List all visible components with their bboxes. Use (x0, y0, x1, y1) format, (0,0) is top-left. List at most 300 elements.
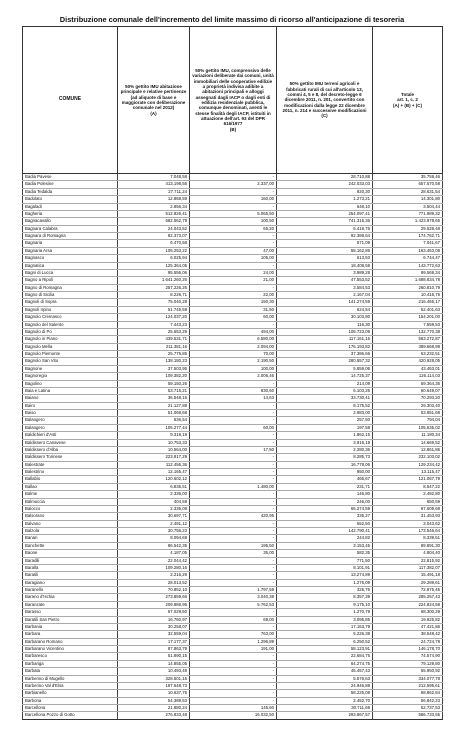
totale-cell: 143.772,63 (373, 262, 443, 269)
table-row (23, 351, 443, 358)
table-row (23, 387, 443, 394)
table-row (23, 306, 443, 313)
gettito-a-cell: 30.258,07 (118, 623, 190, 630)
gettito-b-cell: - (190, 675, 277, 682)
gettito-b-cell: - (190, 380, 277, 387)
gettito-b-cell: - (190, 476, 277, 483)
totale-cell: 15.491,18 (373, 572, 443, 579)
table-row (23, 328, 443, 335)
comune-cell: Bagnoregio (23, 373, 118, 380)
gettito-a-cell: 105.277,44 (118, 424, 190, 431)
table-row (23, 476, 443, 483)
gettito-a-cell: 2.491,12 (118, 520, 190, 527)
gettito-b-cell: 1.480,00 (190, 483, 277, 490)
comune-cell: Bagnoli di Sopra (23, 299, 118, 306)
gettito-b-cell: 5.065,50 (190, 210, 277, 217)
totale-cell: 285.257,43 (373, 594, 443, 601)
gettito-c-cell: 257,50 (277, 417, 373, 424)
gettito-c-cell: 30.103,80 (277, 314, 373, 321)
totale-cell: 74.574,90 (373, 653, 443, 660)
totale-cell: 586.733,55 (373, 712, 443, 719)
gettito-a-cell: 6.470,58 (118, 240, 190, 247)
table-row (23, 668, 443, 675)
comune-cell: Baranzate (23, 601, 118, 608)
gettito-c-cell: 624,54 (277, 306, 373, 313)
comune-cell: Barbaresco (23, 653, 118, 660)
gettito-a-cell: 10.637,76 (118, 690, 190, 697)
table-row (23, 601, 443, 608)
column-header-abitazione-principale: 50% gettito IMU abitazione principale e relative pertinenze (ad aliquote di base e maggiorate con deliberazione comunale nel 2012) (A) (118, 27, 190, 174)
comune-cell: Bagnara di Romagna (23, 233, 118, 240)
table-row (23, 520, 443, 527)
gettito-a-cell: 21.880,24 (118, 705, 190, 712)
totale-cell: 68.300,29 (373, 609, 443, 616)
totale-cell: 771.989,32 (373, 210, 443, 217)
totale-cell: 19.925,82 (373, 616, 443, 623)
comune-cell: Balocco (23, 505, 118, 512)
comune-cell: Ballao (23, 483, 118, 490)
comune-cell: Bagnaria (23, 240, 118, 247)
totale-cell: 10.415,75 (373, 292, 443, 299)
gettito-b-cell: 1.797,59 (190, 587, 277, 594)
gettito-c-cell: 231,71 (277, 483, 373, 490)
gettito-b-cell: 21,00 (190, 277, 277, 284)
gettito-a-cell: 125.364,05 (118, 262, 190, 269)
totale-cell: 89.891,30 (373, 542, 443, 549)
table-row (23, 336, 443, 343)
totale-cell: 28.631,54 (373, 188, 443, 195)
totale-cell: 55.950,92 (373, 668, 443, 675)
gettito-c-cell: 552,50 (277, 520, 373, 527)
comune-cell: Bagnoli Irpino (23, 306, 118, 313)
gettito-b-cell: - (190, 609, 277, 616)
gettito-a-cell: 138.180,23 (118, 358, 190, 365)
table-row (23, 653, 443, 660)
column-header-totale: Totale art. 1, c. 2 (A) + (B) + (C) (373, 27, 443, 174)
gettito-c-cell: 335,27 (277, 513, 373, 520)
gettito-c-cell: 293.867,57 (277, 712, 373, 719)
gettito-b-cell: 31,50 (190, 306, 277, 313)
gettito-c-cell: 5.419,76 (277, 225, 373, 232)
gettito-a-cell: 12.165,47 (118, 469, 190, 476)
gettito-c-cell: 2.452,70 (277, 697, 373, 704)
totale-cell: 52.737,53 (373, 705, 443, 712)
gettito-a-cell: 439.531,71 (118, 336, 190, 343)
gettito-a-cell: 257.226,26 (118, 284, 190, 291)
gettito-a-cell: 124.037,20 (118, 314, 190, 321)
gettito-b-cell: - (190, 321, 277, 328)
totale-cell: 420.928,05 (373, 358, 443, 365)
gettito-b-cell: 830,60 (190, 387, 277, 394)
gettito-a-cell: 14.855,05 (118, 660, 190, 667)
gettito-b-cell: - (190, 682, 277, 689)
comune-cell: Bagnolo di Po (23, 328, 118, 335)
totale-cell: 174.762,71 (373, 233, 443, 240)
totale-cell: 60.649,07 (373, 387, 443, 394)
comune-cell: Bagno a Ripoli (23, 277, 118, 284)
totale-cell: 232.103,02 (373, 454, 443, 461)
comune-cell: Badia Polesine (23, 181, 118, 188)
gettito-b-cell: 100,00 (190, 365, 277, 372)
comune-cell: Barcellona Pozzo di Gotto (23, 712, 118, 719)
table-row (23, 557, 443, 564)
comune-cell: Barbara (23, 631, 118, 638)
comune-cell: Bagnasco (23, 255, 118, 262)
gettito-a-cell: 51.068,68 (118, 410, 190, 417)
gettito-a-cell: 32.559,04 (118, 631, 190, 638)
gettito-b-cell: 195,50 (190, 542, 277, 549)
gettito-c-cell: 8.175,52 (277, 402, 373, 409)
gettito-c-cell: 214,09 (277, 380, 373, 387)
table-row (23, 446, 443, 453)
table-row (23, 528, 443, 535)
gettito-b-cell: - (190, 690, 277, 697)
totale-cell: 563.272,87 (373, 336, 443, 343)
gettito-c-cell: 6.250,52 (277, 638, 373, 645)
gettito-a-cell: 16.760,97 (118, 616, 190, 623)
gettito-a-cell: 120.602,12 (118, 476, 190, 483)
comune-cell: Baiso (23, 410, 118, 417)
gettito-c-cell: 5.226,38 (277, 631, 373, 638)
gettito-b-cell: 1.296,89 (190, 638, 277, 645)
gettito-c-cell: 8.357,39 (277, 594, 373, 601)
totale-cell: 68.862,84 (373, 690, 443, 697)
table-row (23, 513, 443, 520)
totale-cell: 13.115,47 (373, 469, 443, 476)
gettito-a-cell: 404,59 (118, 498, 190, 505)
gettito-c-cell: 17.163,79 (277, 623, 373, 630)
table-row (23, 498, 443, 505)
gettito-c-cell: 13.274,89 (277, 572, 373, 579)
totale-cell: 224.824,58 (373, 601, 443, 608)
gettito-c-cell: 613,53 (277, 255, 373, 262)
table-row (23, 181, 443, 188)
gettito-a-cell: 109.382,20 (118, 373, 190, 380)
comune-cell: Baralla (23, 564, 118, 571)
gettito-b-cell: 69,00 (190, 616, 277, 623)
table-row (23, 616, 443, 623)
totale-cell: 29.528,48 (373, 225, 443, 232)
gettito-b-cell: - (190, 432, 277, 439)
gettito-c-cell: 8.101,91 (277, 564, 373, 571)
gettito-c-cell: 465,67 (277, 476, 373, 483)
totale-cell: 24.724,78 (373, 638, 443, 645)
gettito-a-cell: 30.756,23 (118, 528, 190, 535)
gettito-a-cell: 9.318,19 (118, 432, 190, 439)
comune-cell: Barcellona (23, 705, 118, 712)
gettito-c-cell: 3.095,85 (277, 616, 373, 623)
table-row (23, 373, 443, 380)
comune-cell: Balsorano (23, 513, 118, 520)
totale-cell: 38.548,42 (373, 631, 443, 638)
gettito-b-cell: - (190, 535, 277, 542)
totale-cell: 3.504,44 (373, 203, 443, 210)
table-row (23, 638, 443, 645)
totale-cell: 35.759,46 (373, 174, 443, 181)
comune-cell: Baldissero Canavese (23, 439, 118, 446)
gettito-c-cell: 65.274,59 (277, 505, 373, 512)
comune-cell: Badia Tedalda (23, 188, 118, 195)
gettito-b-cell: - (190, 454, 277, 461)
gettito-c-cell: 571,09 (277, 240, 373, 247)
gettito-a-cell: 51.745,59 (118, 306, 190, 313)
comune-cell: Barano d'Ischia (23, 594, 118, 601)
gettito-b-cell: 150,30 (190, 299, 277, 306)
gettito-b-cell: 3.040,38 (190, 594, 277, 601)
gettito-b-cell: 420,95 (190, 513, 277, 520)
comune-cell: Barasso (23, 609, 118, 616)
gettito-c-cell: 37.386,66 (277, 351, 373, 358)
gettito-a-cell: 682.562,79 (118, 218, 190, 225)
table-row (23, 196, 443, 203)
comune-cell: Bagnolo in Piano (23, 336, 118, 343)
comune-cell: Bagno di Sicilia (23, 292, 118, 299)
gettito-a-cell: 7.443,23 (118, 321, 190, 328)
table-row (23, 609, 443, 616)
gettito-a-cell: 8.094,69 (118, 535, 190, 542)
gettito-b-cell: - (190, 188, 277, 195)
totale-cell: 53.951,68 (373, 410, 443, 417)
gettito-c-cell: 325,76 (277, 587, 373, 594)
gettito-c-cell: 2.280,36 (277, 446, 373, 453)
gettito-c-cell: 648,10 (277, 203, 373, 210)
gettito-a-cell: 82.373,07 (118, 233, 190, 240)
comune-cell: Balmuccia (23, 498, 118, 505)
table-row (23, 705, 443, 712)
totale-cell: 117.382,07 (373, 564, 443, 571)
table-row (23, 365, 443, 372)
table-row (23, 417, 443, 424)
gettito-c-cell: 18.408,58 (277, 262, 373, 269)
gettito-b-cell: 191,00 (190, 646, 277, 653)
gettito-a-cell: 8.226,71 (118, 292, 190, 299)
totale-cell: 260.810,79 (373, 284, 443, 291)
gettito-b-cell: 70,00 (190, 351, 277, 358)
totale-cell: 389.668,98 (373, 343, 443, 350)
gettito-a-cell: 17.177,37 (118, 638, 190, 645)
gettito-a-cell: 87.863,79 (118, 646, 190, 653)
comune-cell: Bagnacavallo (23, 218, 118, 225)
totale-cell: 132.770,38 (373, 328, 443, 335)
table-row (23, 454, 443, 461)
comune-cell: Bagnatica (23, 262, 118, 269)
table-row (23, 343, 443, 350)
totale-cell: 216.465,17 (373, 299, 443, 306)
table-row (23, 314, 443, 321)
gettito-c-cell: 246,00 (277, 498, 373, 505)
totale-cell: 794,04 (373, 417, 443, 424)
table-row (23, 690, 443, 697)
totale-cell: 105.535,02 (373, 424, 443, 431)
gettito-a-cell: 6.025,94 (118, 255, 190, 262)
gettito-b-cell: - (190, 498, 277, 505)
table-row (23, 240, 443, 247)
gettito-c-cell: 741.315,36 (277, 218, 373, 225)
table-row (23, 395, 443, 402)
gettito-b-cell: - (190, 469, 277, 476)
table-row (23, 299, 443, 306)
table-row (23, 697, 443, 704)
comune-cell: Bagnolo del Salento (23, 321, 118, 328)
table-row (23, 402, 443, 409)
gettito-a-cell: 36.548,16 (118, 395, 190, 402)
table-row (23, 675, 443, 682)
comune-cell: Baradili (23, 557, 118, 564)
gettito-a-cell: 223.817,29 (118, 454, 190, 461)
totale-cell: 8.339,51 (373, 535, 443, 542)
gettito-b-cell: 2.190,50 (190, 358, 277, 365)
totale-cell: 67.609,68 (373, 505, 443, 512)
gettito-c-cell: 92.389,64 (277, 233, 373, 240)
gettito-b-cell: 763,00 (190, 631, 277, 638)
comune-cell: Barbariga (23, 660, 118, 667)
gettito-b-cell: - (190, 557, 277, 564)
gettito-c-cell: 2.883,00 (277, 410, 373, 417)
gettito-b-cell: - (190, 520, 277, 527)
totale-cell: 334.077,78 (373, 675, 443, 682)
totale-cell: 146.178,70 (373, 646, 443, 653)
gettito-c-cell: 2.167,04 (277, 292, 373, 299)
comune-cell: Balangero (23, 424, 118, 431)
totale-cell: 99.569,34 (373, 269, 443, 276)
totale-cell: 12.861,86 (373, 446, 443, 453)
totale-cell: 56.842,23 (373, 697, 443, 704)
comune-cell: Badolato (23, 196, 118, 203)
gettito-a-cell: 95.556,06 (118, 269, 190, 276)
gettito-b-cell: - (190, 410, 277, 417)
comune-cell: Bagnaria Arsa (23, 247, 118, 254)
gettito-c-cell: 117.161,16 (277, 336, 373, 343)
table-row (23, 623, 443, 630)
table-row (23, 277, 443, 284)
totale-cell: 4.804,40 (373, 550, 443, 557)
totale-cell: 173.546,64 (373, 528, 443, 535)
comune-cell: Barberino Val d'Elsa (23, 682, 118, 689)
gettito-a-cell: 273.859,66 (118, 594, 190, 601)
gettito-c-cell: 106.723,09 (277, 328, 373, 335)
gettito-c-cell: 5.859,06 (277, 365, 373, 372)
gettito-a-cell: 105.253,22 (118, 247, 190, 254)
gettito-c-cell: 22.684,75 (277, 653, 373, 660)
table-row (23, 594, 443, 601)
gettito-c-cell: 45.457,43 (277, 668, 373, 675)
table-row (23, 712, 443, 719)
table-row (23, 188, 443, 195)
gettito-c-cell: 47.553,52 (277, 277, 373, 284)
gettito-b-cell: 24,00 (190, 269, 277, 276)
gettito-c-cell: 64.274,75 (277, 660, 373, 667)
comune-cell: Baratili (23, 572, 118, 579)
totale-cell: 63.232,51 (373, 351, 443, 358)
totale-cell: 14.301,80 (373, 196, 443, 203)
gettito-a-cell: 51.890,15 (118, 653, 190, 660)
table-body (23, 174, 443, 720)
gettito-b-cell: - (190, 417, 277, 424)
totale-cell: 650,59 (373, 498, 443, 505)
table-row (23, 535, 443, 542)
gettito-b-cell: 2.337,00 (190, 181, 277, 188)
gettito-b-cell: - (190, 697, 277, 704)
totale-cell: 8.547,22 (373, 483, 443, 490)
table-row (23, 646, 443, 653)
table-row (23, 210, 443, 217)
totale-cell: 79.129,80 (373, 660, 443, 667)
totale-cell: 163.463,08 (373, 247, 443, 254)
table-row (23, 218, 443, 225)
gettito-c-cell: 33.730,41 (277, 395, 373, 402)
totale-cell: 1.423.978,65 (373, 218, 443, 225)
comune-cell: Barberino di Mugello (23, 675, 118, 682)
gettito-b-cell: - (190, 402, 277, 409)
table-row (23, 550, 443, 557)
totale-cell: 22.815,92 (373, 557, 443, 564)
gettito-a-cell: 2.336,00 (118, 491, 190, 498)
gettito-a-cell: 1.641.260,26 (118, 277, 190, 284)
table-row (23, 682, 443, 689)
comune-cell: Bagnolo San Vito (23, 358, 118, 365)
gettito-c-cell: 24.946,88 (277, 682, 373, 689)
gettito-a-cell: 75.040,28 (118, 299, 190, 306)
comune-cell: Bagaladi (23, 203, 118, 210)
comune-cell: Bagnara Calabra (23, 225, 118, 232)
gettito-b-cell: - (190, 461, 277, 468)
comune-cell: Balangero (23, 417, 118, 424)
comune-cell: Badia Pavese (23, 174, 118, 181)
comune-cell: Ballabio (23, 476, 118, 483)
gettito-b-cell: - (190, 491, 277, 498)
gettito-a-cell: 28.013,52 (118, 579, 190, 586)
gettito-a-cell: 2.335,09 (118, 505, 190, 512)
gettito-c-cell: 14.725,37 (277, 373, 373, 380)
gettito-b-cell: 22,00 (190, 292, 277, 299)
gettito-a-cell: 22.044,42 (118, 557, 190, 564)
gettito-a-cell: 328.501,15 (118, 675, 190, 682)
table-row (23, 269, 443, 276)
column-header-comune: COMUNE (23, 27, 118, 174)
gettito-a-cell: 276.833,48 (118, 712, 190, 719)
table-row (23, 292, 443, 299)
gettito-a-cell: 21.127,88 (118, 402, 190, 409)
gettito-b-cell: 60,00 (190, 314, 277, 321)
gettito-a-cell: 30.697,71 (118, 513, 190, 520)
table-header (23, 27, 443, 174)
gettito-b-cell: - (190, 660, 277, 667)
gettito-a-cell: 2.216,29 (118, 572, 190, 579)
gettito-c-cell: 58.225,08 (277, 690, 373, 697)
gettito-a-cell: 536,54 (118, 417, 190, 424)
gettito-c-cell: 3.584,53 (277, 284, 373, 291)
table-row (23, 358, 443, 365)
table-row (23, 174, 443, 181)
comune-cell: Bagheria (23, 210, 118, 217)
totale-cell: 14.669,52 (373, 439, 443, 446)
gettito-a-cell: 512.826,41 (118, 210, 190, 217)
totale-cell: 29.289,61 (373, 579, 443, 586)
column-header-cooperative-iacp: 50% gettito IMU, comprensivo delle variazioni deliberate dai comuni, unità immobiliari delle cooperative edilizie a proprietà indivisa adibite a abitazioni principali e alloggi assegnati dagli IACP o dagli enti di edilizia residenziale pubblica, comunque denominati, aventi le stesse finalità degli IACP, istituiti in attuazione dell'art. 93 del DPR 616/1977 (B) (190, 27, 277, 174)
gettito-c-cell: 582,35 (277, 550, 373, 557)
comune-cell: Bagolino (23, 380, 118, 387)
totale-cell: 1.688.834,78 (373, 277, 443, 284)
gettito-b-cell: - (190, 240, 277, 247)
comune-cell: Barbarano Vicentino (23, 646, 118, 653)
comune-cell: Baranello (23, 587, 118, 594)
table-row (23, 631, 443, 638)
totale-cell: 43.463,01 (373, 365, 443, 372)
gettito-b-cell: 105,00 (190, 255, 277, 262)
gettito-b-cell: - (190, 564, 277, 571)
table-row (23, 587, 443, 594)
comune-cell: Balme (23, 491, 118, 498)
